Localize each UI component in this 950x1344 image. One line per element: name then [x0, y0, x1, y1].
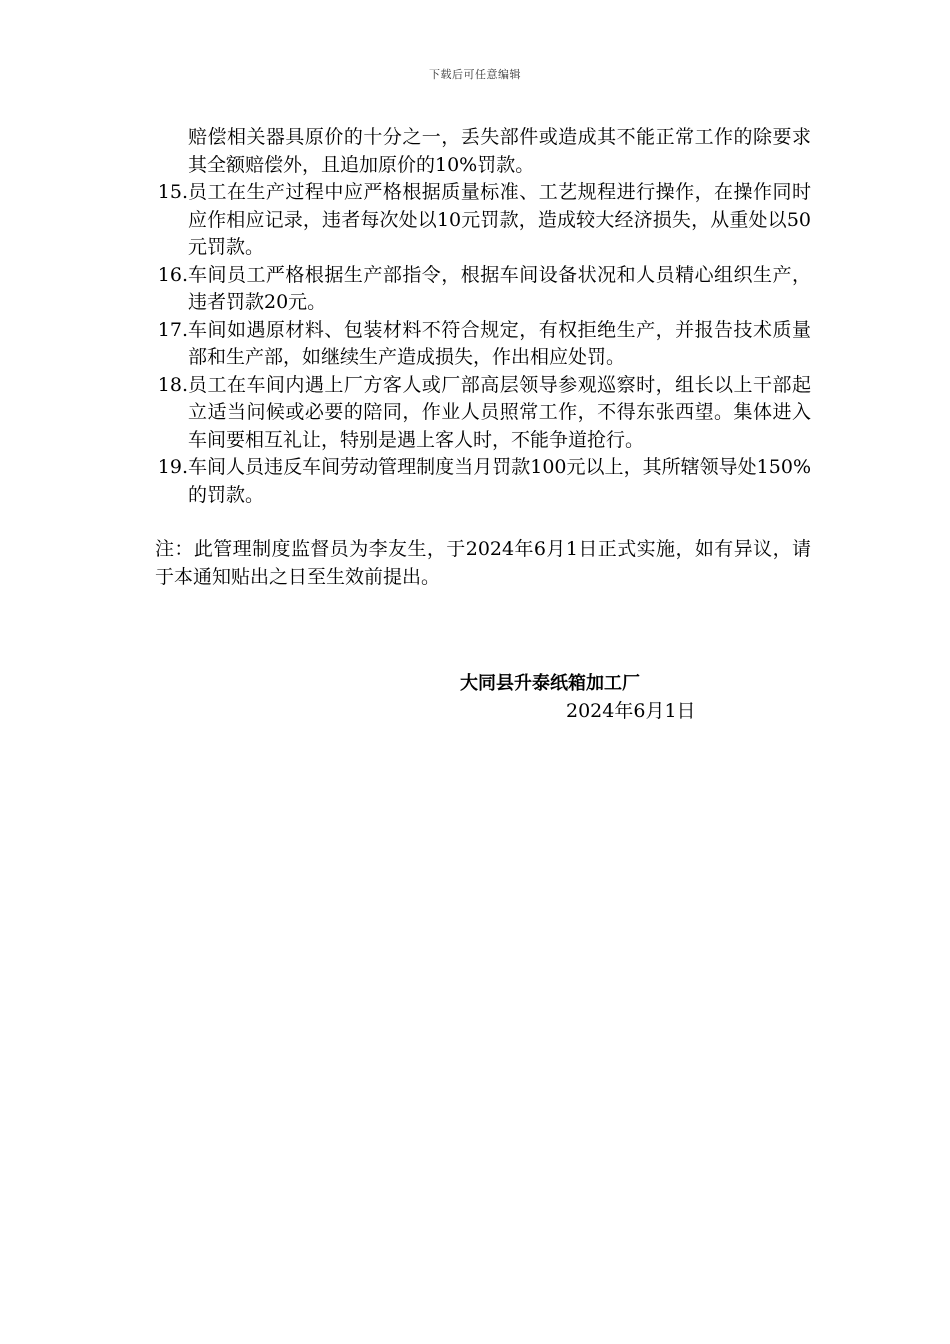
list-item-number: 16. — [157, 263, 188, 286]
list-item — [155, 262, 811, 317]
list-item — [155, 454, 811, 509]
list-item-number: 17. — [157, 318, 188, 341]
list-item-number: 19. — [157, 456, 188, 478]
list-item-number: 18. — [157, 373, 188, 396]
company-name: 大同县升泰纸箱加工厂 — [460, 673, 640, 694]
list-item-text: 车间如遇原材料、包装材料不符合规定，有权拒绝生产，并报告技术质量部和生产部，如继续生产造成损失，作出相应处罚。 — [188, 318, 811, 368]
list-item — [155, 179, 811, 262]
list-item — [155, 372, 811, 455]
rules-list — [155, 179, 811, 509]
list-item-text: 员工在生产过程中应严格根据质量标准、工艺规程进行操作，在操作同时应作相应记录，违者每次处以10元罚款，造成较大经济损失，从重处以50元罚款。 — [188, 181, 811, 258]
list-item-text: 员工在车间内遇上厂方客人或厂部高层领导参观巡察时，组长以上干部起立适当问候或必要的陪同，作业人员照常工作，不得东张西望。集体进入车间要相互礼让，特别是遇上客人时，不能争道抢行。 — [188, 373, 811, 451]
implementation-note: 注：此管理制度监督员为李友生，于2024年6月1日正式实施，如有异议，请于本通知贴出之日至生效前提出。 — [155, 538, 811, 588]
header-note: 下载后可任意编辑 — [429, 68, 521, 81]
list-item-text: 车间员工严格根据生产部指令，根据车间设备状况和人员精心组织生产，违者罚款20元。 — [188, 263, 811, 313]
signature-date: 2024年6月1日 — [566, 699, 696, 722]
list-item-number: 15. — [157, 181, 188, 203]
document-body — [155, 124, 811, 591]
signature-block — [460, 670, 696, 725]
list-item-text: 车间人员违反车间劳动管理制度当月罚款100元以上，其所辖领导处150%的罚款。 — [188, 456, 811, 506]
list-item — [155, 317, 811, 372]
continued-paragraph: 赔偿相关器具原价的十分之一，丢失部件或造成其不能正常工作的除要求其全额赔偿外，且追加原价的10%罚款。 — [188, 126, 811, 176]
